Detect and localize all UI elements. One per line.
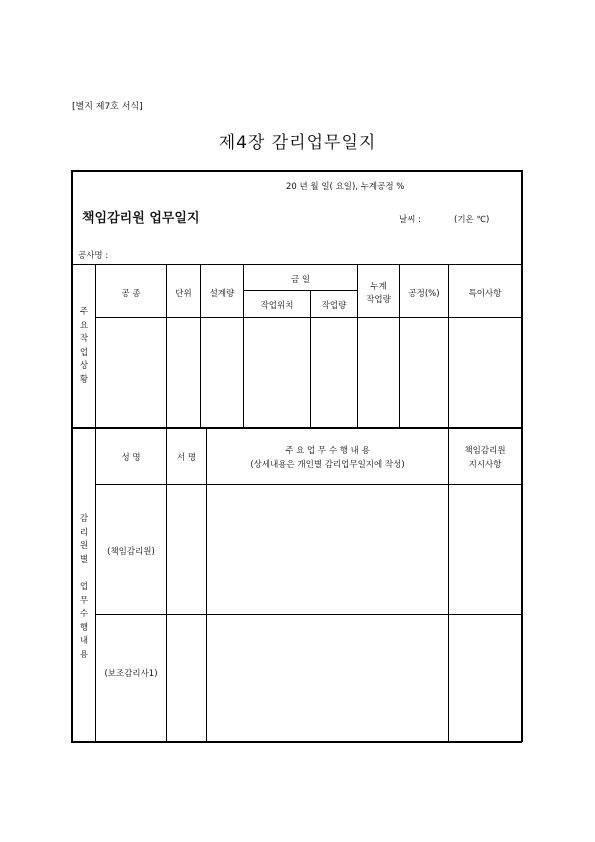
col-name: 성 명 [121,453,141,463]
side-char: 원 [79,541,89,552]
date-line: 20 년 월 일( 요일), 누계공정 % [286,182,405,192]
col-duty-title: 주 요 업 무 수 행 내 용 [285,446,370,456]
col-line-3 [243,264,244,427]
col-duty-note: (상세내용은 개인별 감리업무일지에 작성) [250,460,405,470]
side-char: 리 [79,527,89,538]
col-notes: 특이사항 [468,289,502,299]
col-cumulative-line2: 작업량 [366,295,391,305]
col-signature: 서 명 [176,453,197,463]
col-work-location: 작업위치 [260,301,294,311]
side-char: 황 [79,374,89,385]
form-reference: [별지 제7호 서식] [72,102,143,112]
section2-header-line [95,484,522,485]
supervisor-duty-label [76,513,92,663]
frame-left [71,170,73,742]
col-design-qty: 설계량 [209,289,235,299]
side-char: 감 [79,514,89,524]
col-cumulative-line1: 누계 [370,282,387,292]
s2-col-line-3 [448,427,449,742]
side-char: 작 [79,334,89,345]
temperature-label: (기온 ℃) [454,215,490,225]
side-char: 요 [79,320,89,331]
col-today: 금 일 [290,275,311,285]
side-char: 주 [79,307,89,317]
section2-row-line [95,614,522,615]
col-work-qty: 작업량 [321,301,347,311]
row-chief-supervisor: (책임감리원) [107,547,155,557]
frame-top [71,170,522,172]
today-split-line [243,290,357,291]
col-chief-instructions-2: 지시사항 [468,460,502,470]
section1-header-line [95,317,522,318]
weather-label: 날씨 : [399,215,421,225]
col-progress: 공정(%) [408,289,440,299]
side-char: 업 [79,347,89,358]
col-work-type: 공 종 [121,289,141,299]
project-name-label: 공사명 : [78,251,109,261]
side-char: 무 [79,595,89,606]
row-assistant-supervisor: (보조감리사1) [104,669,158,679]
page-title: 제4장 감리업무일지 [218,133,377,153]
s2-col-line-2 [206,427,207,742]
s2-col-line-1 [166,427,167,742]
side-char: 행 [79,622,89,633]
side-char: 별 [79,554,89,565]
journal-title: 책임감리원 업무일지 [82,211,200,226]
frame-bottom [71,741,522,743]
side-char: 수 [79,609,89,620]
side-char: 상 [79,361,89,372]
section1-top-line [71,264,522,265]
side-char: 업 [79,581,89,592]
col-chief-instructions-1: 책임감리원 [464,446,506,456]
side-gap [76,567,92,581]
main-work-status-label [76,306,92,388]
side-char: 내 [79,636,89,647]
frame-right [521,170,523,742]
section-divider [71,427,522,429]
side-char: 용 [79,649,89,660]
col-unit: 단위 [175,289,192,299]
